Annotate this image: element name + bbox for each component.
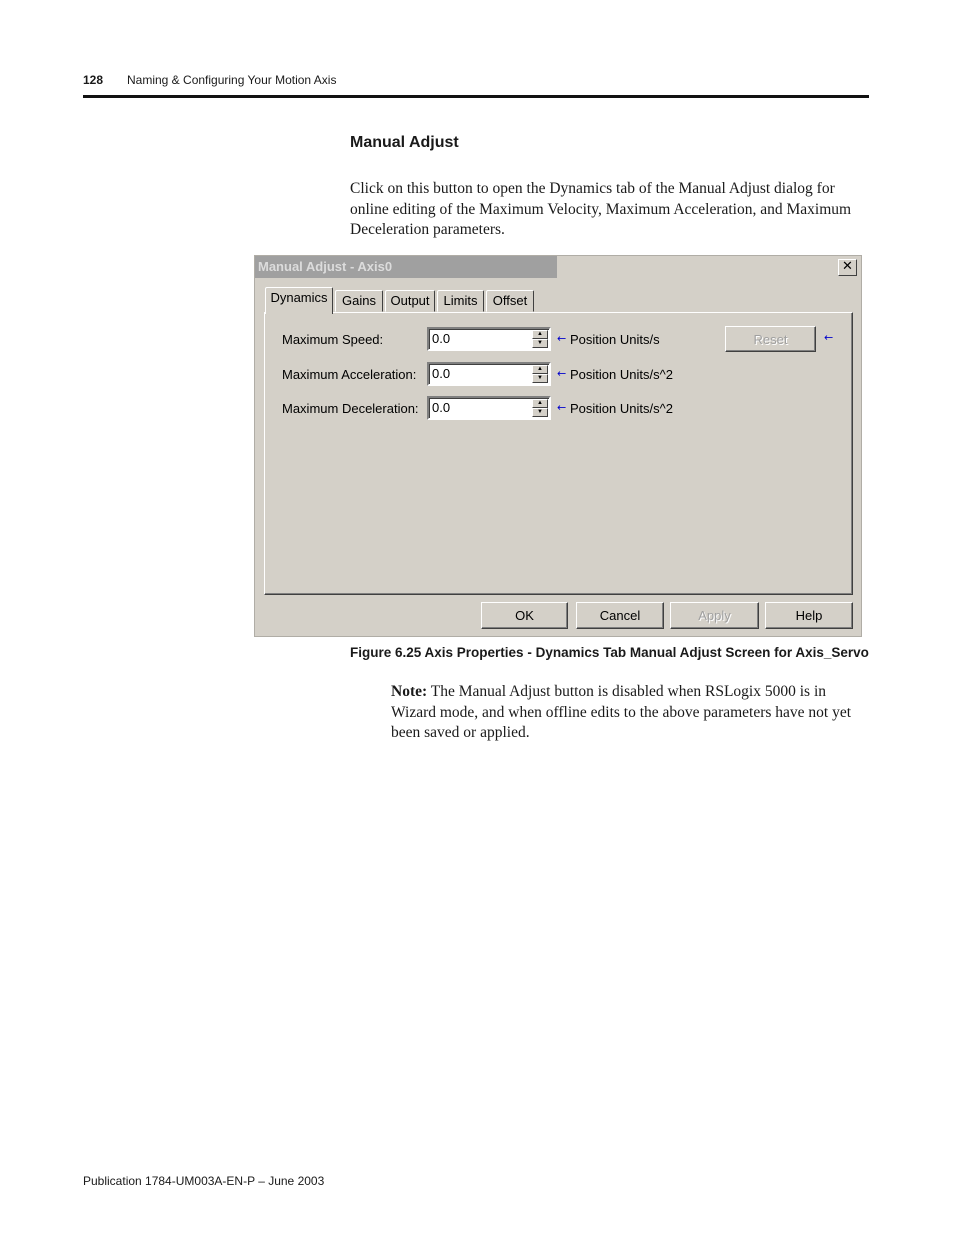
figure-caption: Figure 6.25 Axis Properties - Dynamics Tab Manual Adjust Screen for Axis_Servo [350, 645, 869, 660]
max-speed-spin-down[interactable] [532, 339, 548, 348]
section-title: Manual Adjust [350, 134, 459, 151]
reset-button[interactable]: Reset [725, 326, 816, 352]
spin-up-icon: ▲ [537, 400, 543, 406]
tab-dynamics[interactable]: Dynamics [265, 287, 333, 314]
arrow-left-icon: ← [557, 367, 567, 380]
max-speed-units: Position Units/s [570, 332, 660, 347]
max-speed-value: 0.0 [432, 331, 451, 346]
spin-down-icon: ▼ [537, 375, 543, 381]
page-number: 128 [83, 73, 104, 87]
note-lead: Note: [391, 683, 428, 700]
dialog-titlebar[interactable] [255, 256, 557, 278]
apply-button[interactable]: Apply [670, 602, 759, 629]
help-button[interactable]: Help [765, 602, 853, 629]
manual-adjust-dialog [254, 255, 862, 637]
close-button[interactable] [838, 259, 857, 276]
tab-limits[interactable]: Limits [437, 290, 484, 312]
max-decel-label: Maximum Deceleration: [282, 401, 419, 416]
header-rule [83, 95, 869, 98]
dialog-title: Manual Adjust - Axis0 [258, 259, 393, 274]
spin-up-icon: ▲ [537, 366, 543, 372]
tab-gains[interactable]: Gains [335, 290, 383, 312]
arrow-left-icon: ← [557, 401, 567, 414]
max-accel-value: 0.0 [432, 366, 451, 381]
max-speed-label: Maximum Speed: [282, 332, 384, 347]
spin-up-icon: ▲ [537, 331, 543, 337]
max-accel-label: Maximum Acceleration: [282, 367, 417, 382]
note-paragraph [391, 682, 867, 744]
dynamics-panel [264, 312, 853, 595]
max-decel-spin-up[interactable] [532, 399, 548, 408]
max-accel-units: Position Units/s^2 [570, 367, 673, 382]
max-decel-value: 0.0 [432, 400, 451, 415]
max-accel-input[interactable] [427, 362, 551, 386]
max-speed-input[interactable] [427, 327, 551, 351]
max-decel-input[interactable] [427, 396, 551, 420]
max-accel-spin-down[interactable] [532, 374, 548, 383]
spin-down-icon: ▼ [537, 340, 543, 346]
max-decel-units: Position Units/s^2 [570, 401, 673, 416]
max-decel-spin-down[interactable] [532, 408, 548, 417]
arrow-left-icon: ← [824, 331, 834, 344]
chapter-title: Naming & Configuring Your Motion Axis [127, 73, 337, 87]
spin-down-icon: ▼ [537, 409, 543, 415]
publication-footer: Publication 1784-UM003A-EN-P – June 2003 [83, 1174, 325, 1188]
tab-offset[interactable]: Offset [486, 290, 534, 312]
tab-output[interactable]: Output [385, 290, 435, 312]
arrow-left-icon: ← [557, 332, 567, 345]
note-text: The Manual Adjust button is disabled when RSLogix 5000 is in Wizard mode, and when offline edits to the above parameters have not yet been saved or applied. [391, 683, 852, 742]
ok-button[interactable]: OK [481, 602, 568, 629]
close-icon: ✕ [842, 259, 853, 274]
max-speed-spin-up[interactable] [532, 330, 548, 339]
max-accel-spin-up[interactable] [532, 365, 548, 374]
section-body: Click on this button to open the Dynamics tab of the Manual Adjust dialog for online editing of the Maximum Velocity, Maximum Acceleration, and Maximum Deceleration parameters. [350, 180, 852, 239]
cancel-button[interactable]: Cancel [576, 602, 664, 629]
